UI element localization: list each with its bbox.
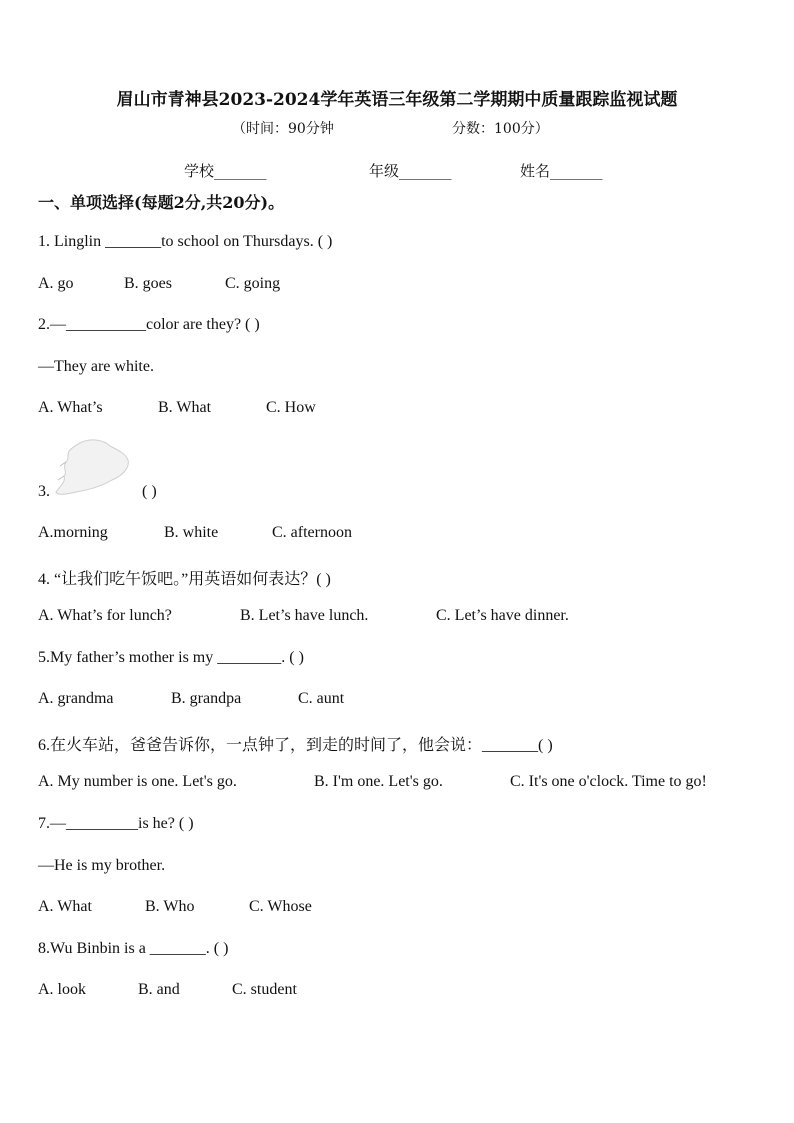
option-c: C. going: [225, 275, 281, 292]
question-6-options: [38, 773, 707, 791]
option-b: B. What: [158, 399, 212, 416]
exam-title: 眉山市青神县2023-2024学年英语三年级第二学期期中质量跟踪监视试题: [116, 90, 678, 110]
question-7-stem: 7.—_________is he? ( ): [38, 815, 194, 832]
option-b: B. Let’s have lunch.: [240, 607, 369, 624]
option-a: A. look: [38, 981, 86, 998]
question-3-options: [38, 524, 352, 542]
option-c: C. student: [232, 981, 297, 998]
option-a: A. What’s: [38, 399, 103, 416]
school-field: 学校_______: [184, 162, 267, 180]
name-field: 姓名_______: [520, 162, 603, 180]
option-b: B. goes: [124, 275, 172, 292]
option-c: C. How: [266, 399, 316, 416]
question-2-stem: 2.—__________color are they? ( ): [38, 316, 260, 333]
question-5-options: [38, 690, 344, 708]
question-1-options: [38, 275, 280, 293]
option-a: A. What: [38, 898, 92, 915]
option-c: C. aunt: [298, 690, 345, 707]
grade-field: 年级_______: [369, 162, 452, 180]
noon-picture: [52, 436, 132, 498]
option-c: C. Whose: [249, 898, 312, 915]
option-a: A.morning: [38, 524, 108, 541]
option-c: C. afternoon: [272, 524, 352, 541]
option-b: B. white: [164, 524, 219, 541]
option-a: A. go: [38, 275, 74, 292]
question-3-number: 3.: [38, 483, 50, 500]
question-6-stem: 6.在火车站，爸爸告诉你，一点钟了，到走的时间了，他会说：_______( ): [38, 737, 553, 754]
option-b: B. grandpa: [171, 690, 242, 707]
question-7-reply: —He is my brother.: [38, 857, 166, 874]
option-a: A. What’s for lunch?: [38, 607, 172, 624]
question-7-options: [38, 898, 312, 916]
exam-time: （时间：90分钟: [232, 121, 334, 137]
question-8-stem: 8.Wu Binbin is a _______. ( ): [38, 940, 229, 957]
exam-score: 分数：100分）: [452, 121, 549, 137]
question-4-stem: 4. “让我们吃午饭吧。”用英语如何表达？( ): [38, 571, 331, 588]
option-a: A. My number is one. Let's go.: [38, 773, 237, 790]
question-2-options: [38, 399, 316, 417]
question-2-reply: —They are white.: [38, 358, 154, 375]
option-b: B. I'm one. Let's go.: [314, 773, 443, 790]
option-a: A. grandma: [38, 690, 114, 707]
question-5-stem: 5.My father’s mother is my ________. ( ): [38, 649, 304, 666]
section-heading: 一、单项选择(每题2分,共20分)。: [38, 193, 285, 212]
option-c: C. Let’s have dinner.: [436, 607, 569, 624]
question-1-stem: 1. Linglin _______to school on Thursdays. ( ): [38, 233, 333, 250]
question-8-options: [38, 981, 297, 999]
option-c: C. It's one o'clock. Time to go!: [510, 773, 707, 790]
question-4-options: [38, 607, 569, 625]
option-b: B. Who: [145, 898, 195, 915]
question-3-paren: ( ): [142, 483, 157, 500]
option-b: B. and: [138, 981, 180, 998]
